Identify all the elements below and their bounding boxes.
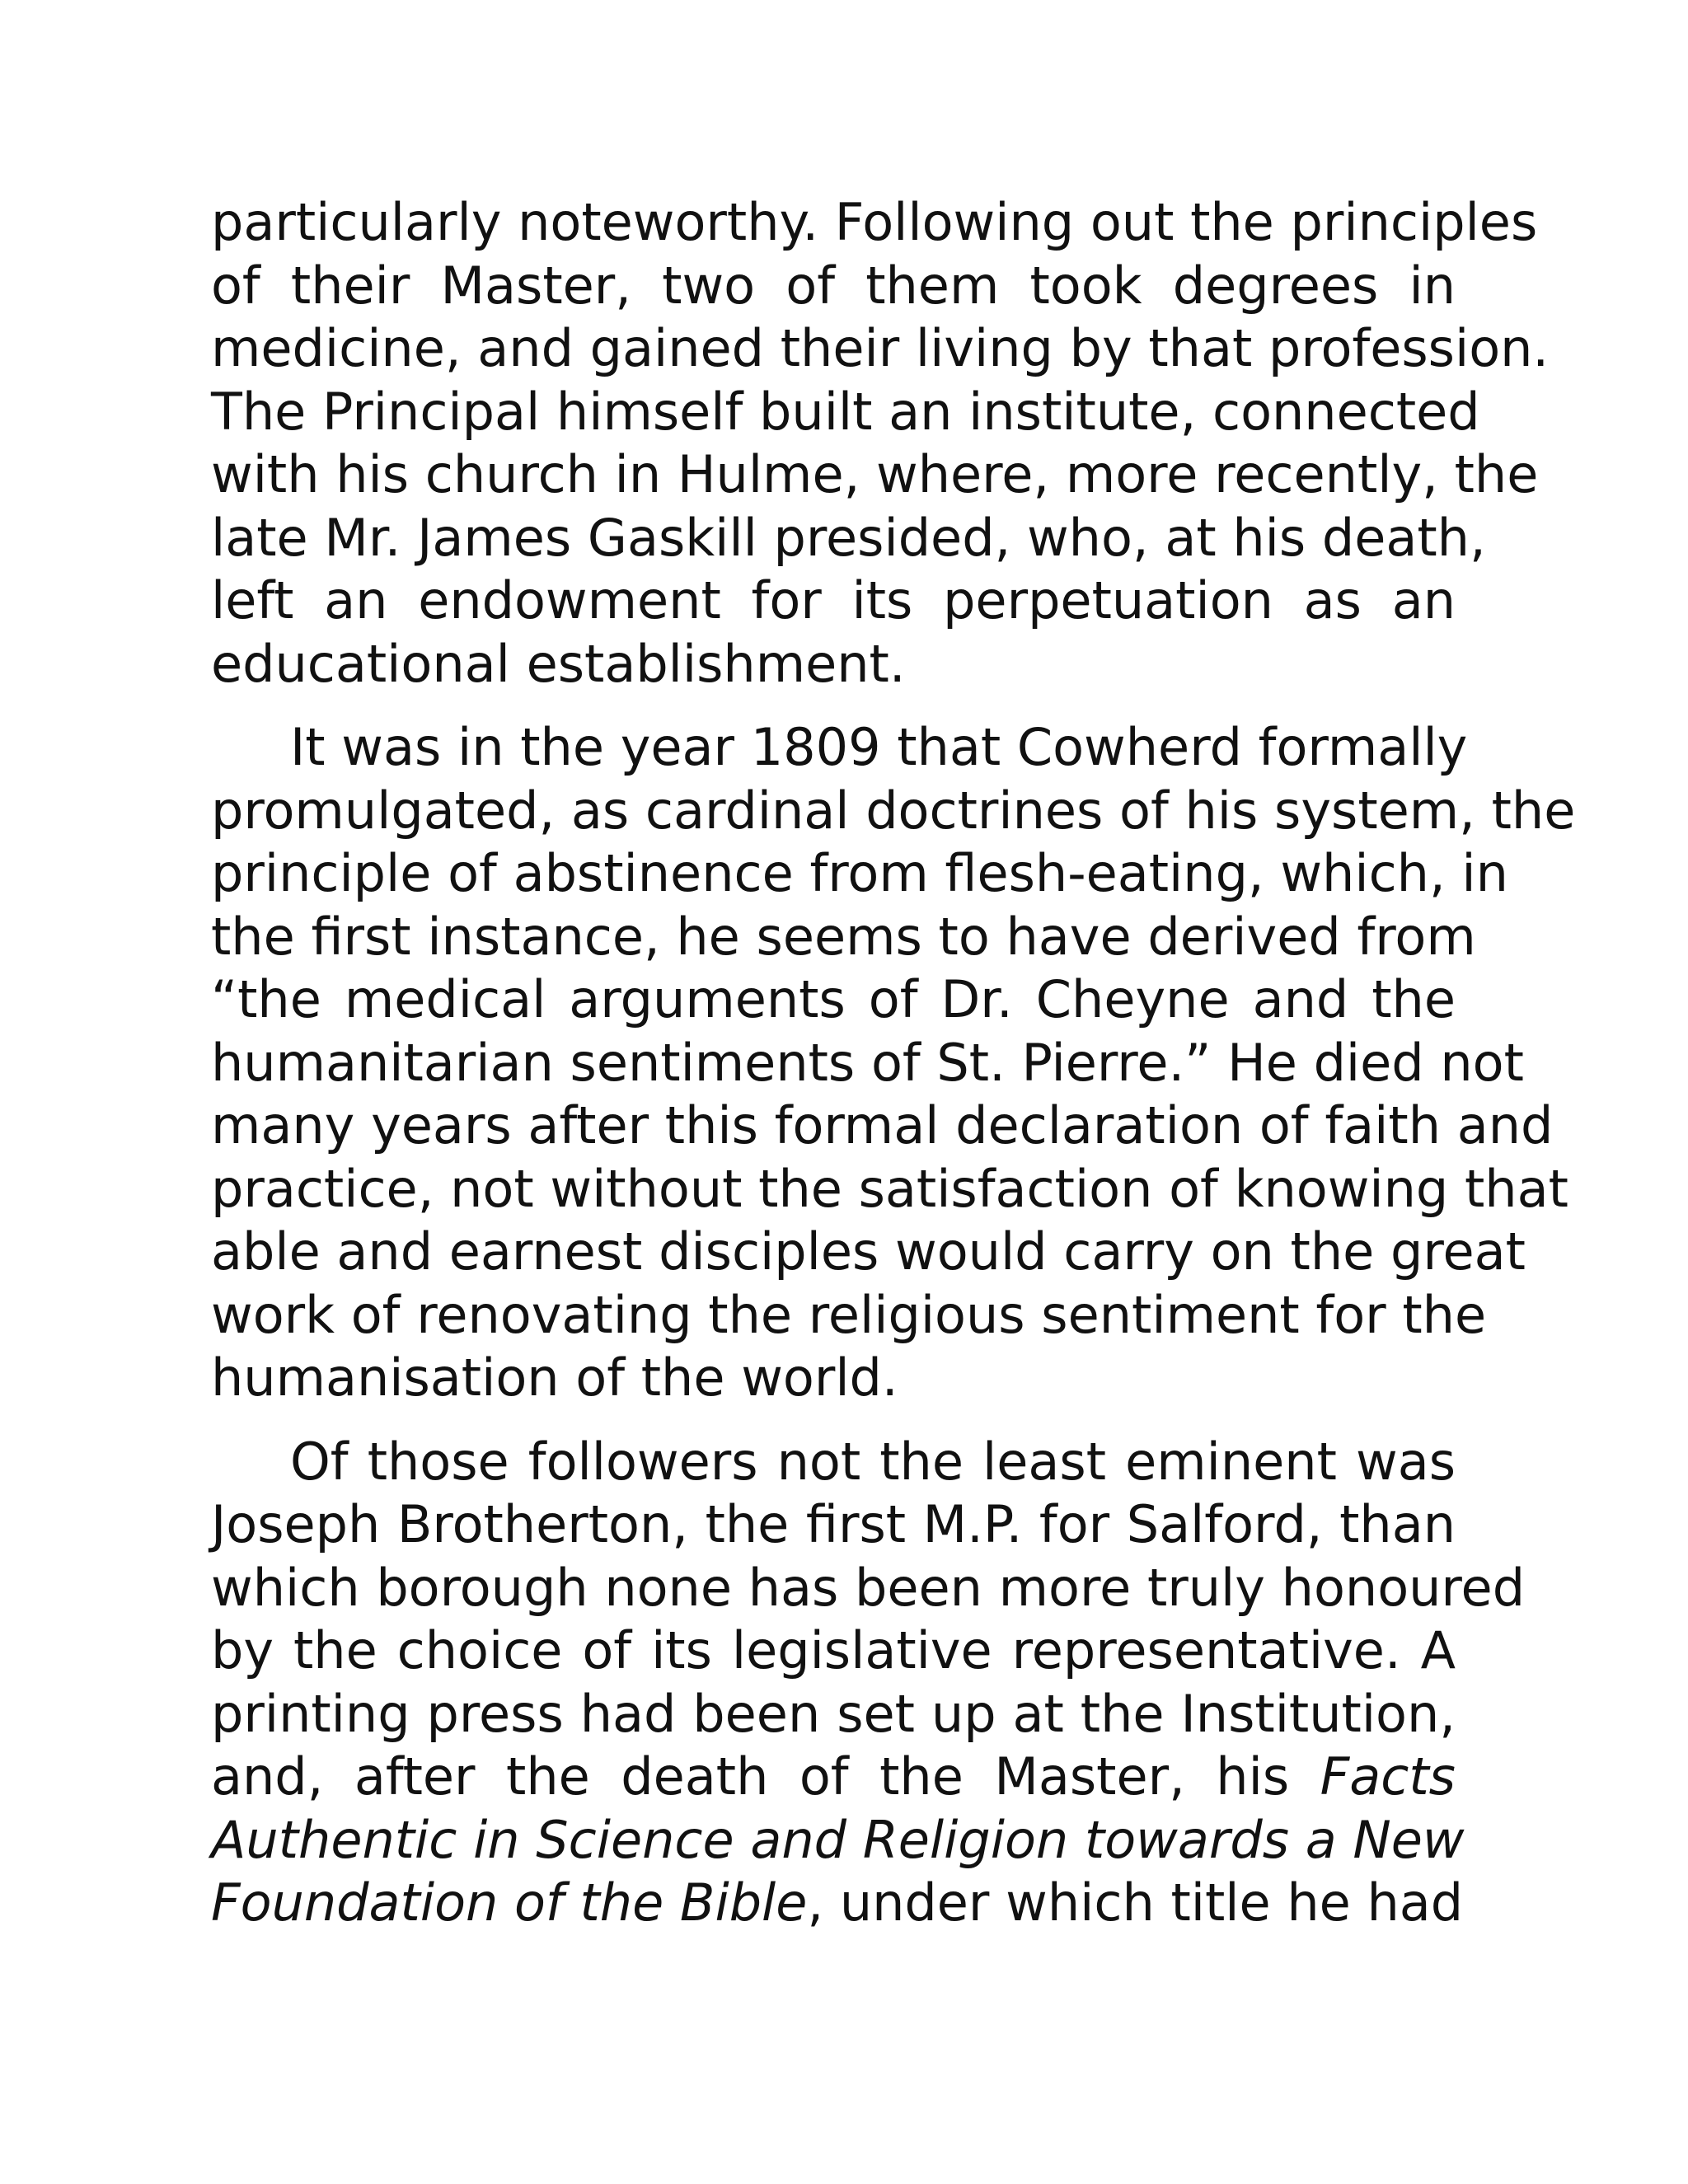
text-line: “the medical arguments of Dr. Cheyne and the (211, 969, 1456, 1029)
book-title-text: Foundation of the Bible (211, 1872, 808, 1933)
text-line: educational establishment. (211, 633, 906, 694)
book-title-line: Authentic in Science and Religion towards a New (211, 1809, 1465, 1870)
text-line: humanitarian sentiments of St. Pierre.” He died not (211, 1032, 1524, 1093)
text-line: particularly noteworthy. Following out the principles (211, 192, 1538, 252)
text-line: late Mr. James Gaskill presided, who, at his death, (211, 507, 1486, 568)
text-line: printing press had been set up at the Institution, (211, 1683, 1456, 1744)
text-line: by the choice of its legislative representative. A (211, 1620, 1456, 1680)
text-line: medicine, and gained their living by that profession. (211, 318, 1550, 378)
line-text: , under which title he had (807, 1872, 1464, 1933)
text-line: principle of abstinence from flesh-eating, which, in (211, 843, 1508, 903)
text-line: The Principal himself built an institute, connected (211, 381, 1480, 442)
paragraph-2 (211, 716, 1576, 1410)
text-line: humanisation of the world. (211, 1347, 898, 1408)
text-line: the first instance, he seems to have derived from (211, 906, 1476, 967)
text-line: many years after this formal declaration of faith and (211, 1095, 1554, 1155)
paragraph-3 (211, 1431, 1526, 1935)
text-line: Joseph Brotherton, the first M.P. for Salford, than (211, 1494, 1456, 1554)
text-line: left an endowment for its perpetuation as an (211, 570, 1456, 630)
text-line: which borough none has been more truly honoured (211, 1557, 1526, 1618)
paragraph-1 (211, 191, 1550, 696)
text-line: able and earnest disciples would carry on the great (211, 1221, 1526, 1282)
document-page (211, 191, 1576, 1935)
line-text: and, after the death of the Master, his (211, 1746, 1290, 1807)
text-line: with his church in Hulme, where, more recently, the (211, 444, 1539, 504)
text-line: It was in the year 1809 that Cowherd formally (290, 717, 1468, 777)
text-line (211, 1872, 1464, 1935)
text-line: promulgated, as cardinal doctrines of his system, the (211, 780, 1576, 841)
text-line: work of renovating the religious sentiment for the (211, 1284, 1487, 1345)
book-title-text: Facts (1320, 1746, 1456, 1807)
text-line: of their Master, two of them took degrees in (211, 255, 1456, 316)
text-line: Of those followers not the least eminent was (290, 1431, 1456, 1492)
text-line: practice, not without the satisfaction of knowing that (211, 1158, 1568, 1219)
text-line (211, 1746, 1456, 1809)
